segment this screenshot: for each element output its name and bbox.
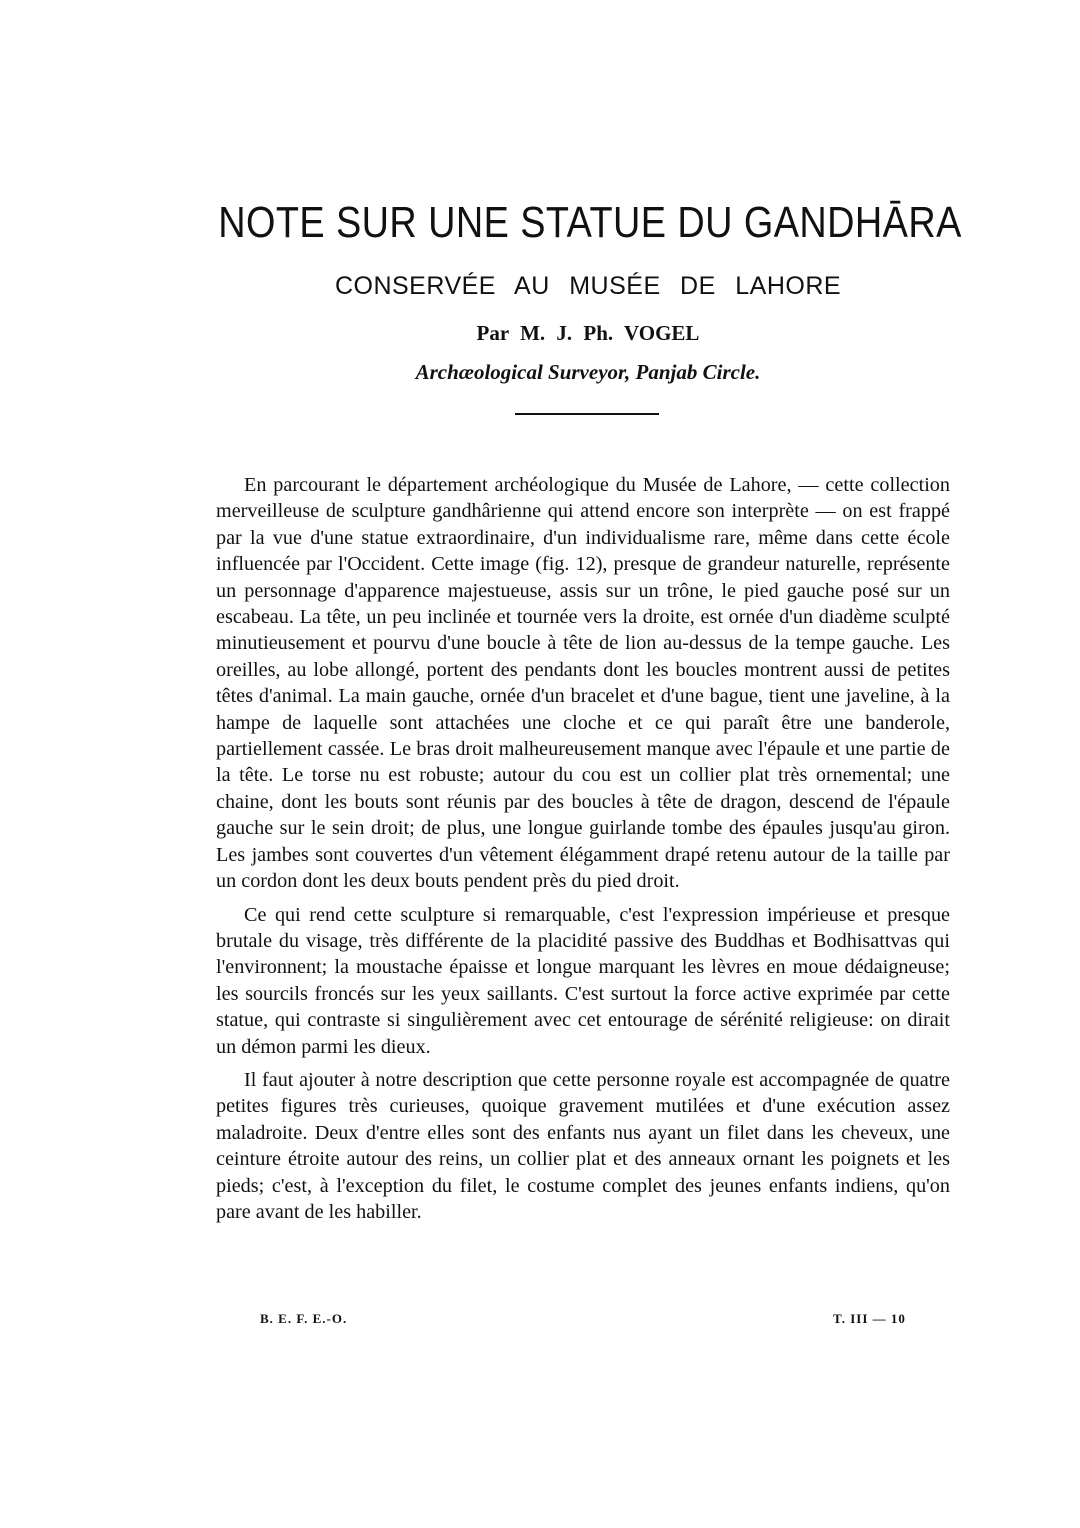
article-body [216, 472, 950, 1232]
footer-volume-signature: T. III — 10 [833, 1311, 906, 1326]
paragraph: Ce qui rend cette sculpture si remarquable, c'est l'expression impérieuse et presque brutale du visage, très différente de la placidité passive des Buddhas et Bodhisattvas qui l'environnent; la moustache épaisse et longue marquant les lèvres en moue dédaigneuse; les sourcils froncés sur les yeux saillants. C'est surtout la force active exprimée par cette statue, qui contraste si singulièrement avec cet entourage de sérénité religieuse: on dirait un démon parmi les dieux. [216, 903, 950, 1058]
article-title: NOTE SUR UNE STATUE DU GANDHĀRA [218, 198, 962, 247]
article-subtitle: CONSERVÉE AU MUSÉE DE LAHORE [334, 272, 842, 300]
paragraph: Il faut ajouter à notre description que cette personne royale est accompagnée de quatre petites figures très curieuses, quoique gravement mutilées et d'une exécution assez maladroite. Deux d'entre elles sont des enfants nus ayant un filet dans les cheveux, une ceinture étroite autour des reins, un collier plat et des anneaux ornant les poignets et les pieds; c'est, à l'exception du filet, le costume complet des jeunes enfants indiens, qu'on pare avant de les habiller. [216, 1068, 950, 1223]
author-affiliation: Archæological Surveyor, Panjab Circle. [415, 360, 761, 384]
footer-journal-signature: B. E. F. E.-O. [260, 1311, 348, 1326]
author-byline: Par M. J. Ph. VOGEL [476, 321, 700, 345]
title-divider [515, 413, 659, 415]
paragraph: En parcourant le département archéologique du Musée de Lahore, — cette collection merveilleuse de sculpture gandhârienne qui attend encore son interprète — on est frappé par la vue d'une statue extraordinaire, d'un individualisme rare, même dans cette école influencée par l'Occident. Cette image (fig. 12), presque de grandeur naturelle, représente un personnage d'apparence majestueuse, assis sur un trône, le pied gauche posé sur un escabeau. La tête, un peu inclinée et tournée vers la droite, est ornée d'un diadème sculpté minutieusement et pourvu d'une boucle à tête de lion au-dessus de la tempe gauche. Les oreilles, au lobe allongé, portent des pendants dont les boucles montrent aussi de petites têtes d'animal. La main gauche, ornée d'un bracelet et d'une bague, tient une javeline, à la hampe de laquelle sont attachées une cloche et ce qui paraît être une banderole, partiellement cassée. Le bras droit malheureusement manque avec l'épaule et une partie de la tête. Le torse nu est robuste; autour du cou est un collier plat très ornemental; une chaine, dont les bouts sont réunis par des boucles à tête de dragon, descend de l'épaule gauche sur le sein droit; de plus, une longue guirlande tombe des épaules jusqu'au giron. Les jambes sont couvertes d'un vêtement élégamment drapé retenu autour de la taille par un cordon dont les deux bouts pendent près du pied droit. [216, 474, 950, 893]
